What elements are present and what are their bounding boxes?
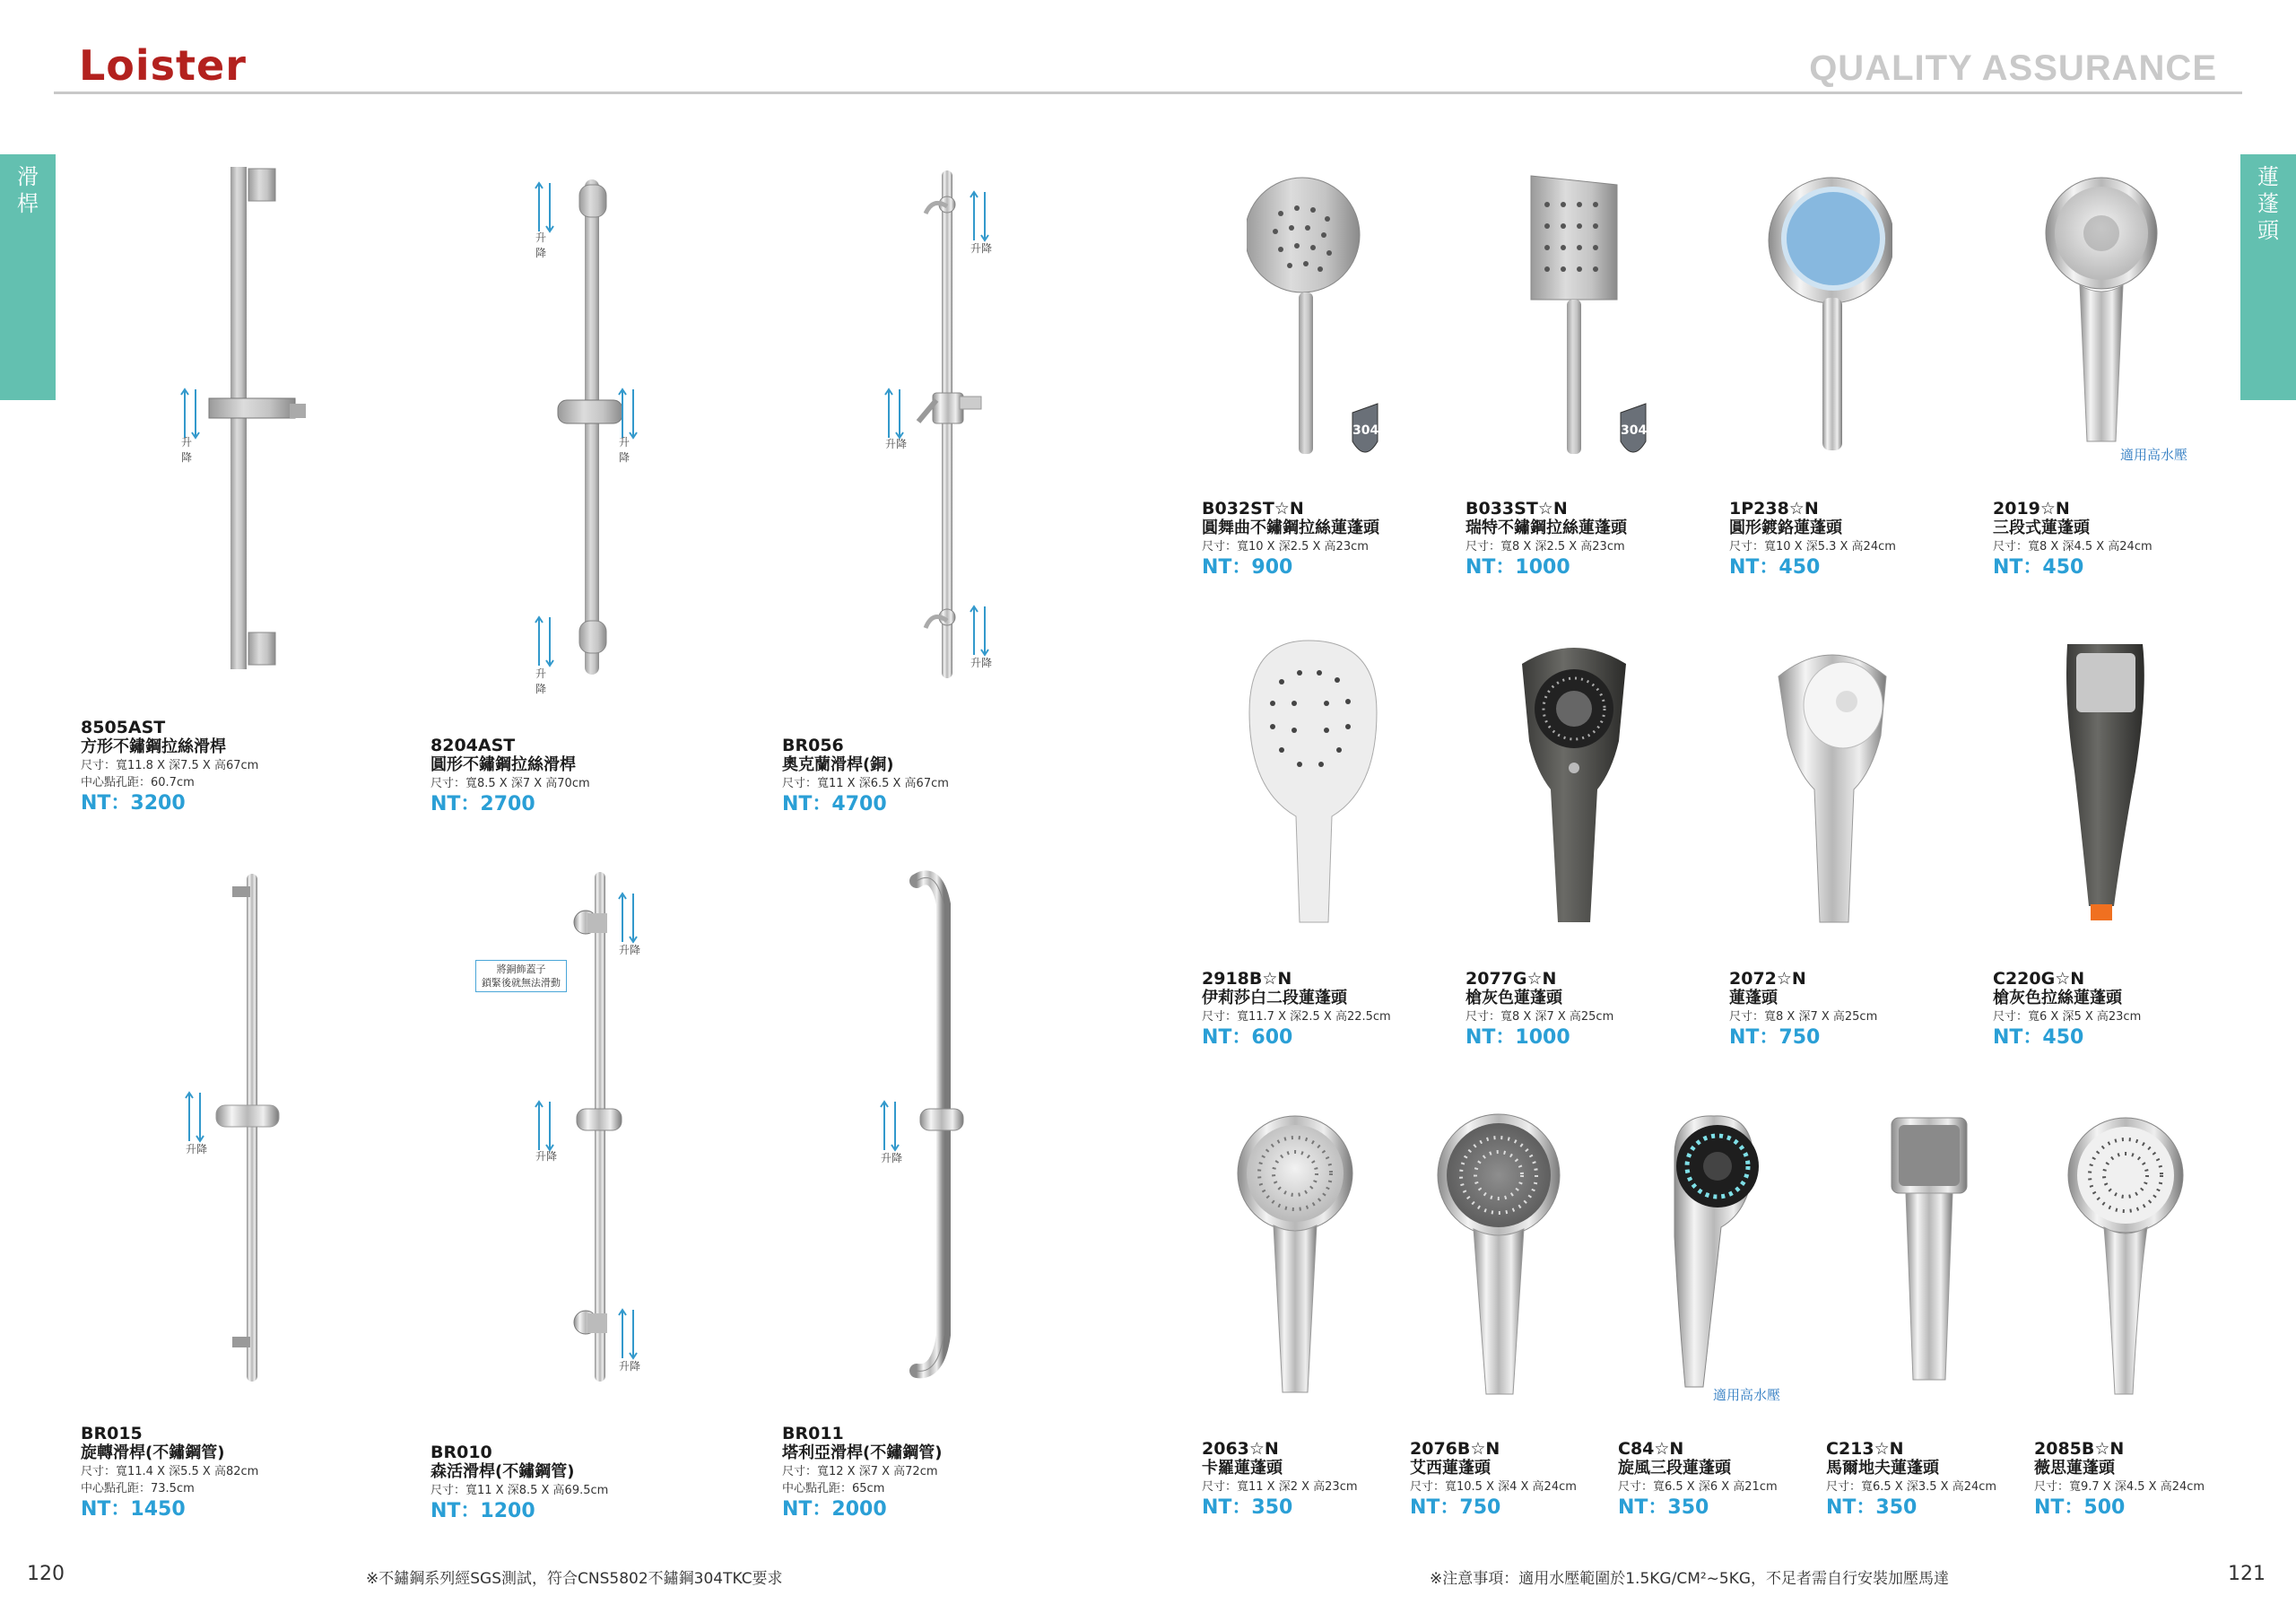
lift-arrows-icon (969, 603, 990, 658)
header-title: QUALITY ASSURANCE (1809, 48, 2217, 88)
head-2918b-graphic (1242, 637, 1386, 933)
product-dimensions: 尺寸：寬6.5 X 深6 X 高21cm (1618, 1480, 1778, 1494)
head-2072-graphic (1771, 637, 1897, 933)
head-2085b-graphic (2063, 1111, 2188, 1407)
lift-label: 升降 (619, 436, 631, 464)
product-name: 圓形鍍鉻蓮蓬頭 (1729, 519, 1842, 537)
bracket-note-line: 鎖緊後就無法滑動 (482, 977, 561, 989)
product-price: NT：500 (2034, 1496, 2126, 1519)
lift-label: 升降 (535, 667, 547, 695)
product-caption-2085b (2034, 1439, 2205, 1521)
head-2019-graphic (2040, 172, 2166, 468)
rail-br011-graphic (897, 868, 996, 1387)
product-code: 2063☆N (1202, 1439, 1279, 1459)
product-caption-br015 (81, 1424, 258, 1522)
product-caption-2077g (1465, 969, 1613, 1051)
product-price: NT：900 (1202, 556, 1293, 579)
product-code: 8505AST (81, 718, 166, 737)
product-hole-distance: 中心點孔距：65cm (782, 1482, 885, 1495)
brand-logo: Loister (79, 41, 247, 90)
product-caption-c220g (1993, 969, 2141, 1051)
product-price: NT：750 (1729, 1026, 1821, 1049)
product-caption (81, 718, 258, 816)
lift-label: 升降 (970, 657, 993, 669)
product-caption-br011 (782, 1424, 942, 1522)
side-tab-char: 蓬 (2257, 191, 2279, 216)
product-price: NT：4700 (782, 793, 887, 815)
product-price: NT：1000 (1465, 556, 1570, 579)
product-code: 2918B☆N (1202, 969, 1292, 989)
lift-label: 升降 (881, 1152, 903, 1164)
product-name: 方形不鏽鋼拉絲滑桿 (81, 737, 226, 756)
product-name: 圓舞曲不鏽鋼拉絲蓮蓬頭 (1202, 519, 1379, 537)
product-caption-2072 (1729, 969, 1877, 1051)
product-dimensions: 尺寸：寬9.7 X 深4.5 X 高24cm (2034, 1480, 2205, 1494)
product-price: NT：450 (1729, 556, 1821, 579)
product-price: NT：1000 (1465, 1026, 1570, 1049)
product-name: 旋轉滑桿(不鏽鋼管) (81, 1443, 225, 1462)
head-b032st-graphic (1247, 172, 1399, 468)
product-name: 蓮蓬頭 (1729, 989, 1778, 1007)
badge-304-text: 304 (1352, 423, 1379, 438)
high-pressure-note: 適用高水壓 (2120, 447, 2188, 463)
product-dimensions: 尺寸：寬6.5 X 深3.5 X 高24cm (1826, 1480, 1997, 1494)
lift-label: 升降 (181, 436, 193, 464)
head-2077g-graphic (1511, 637, 1637, 933)
product-price: NT：450 (1993, 556, 2084, 579)
product-code: 2085B☆N (2034, 1439, 2125, 1459)
product-name: 三段式蓮蓬頭 (1993, 519, 2090, 537)
product-caption-2019 (1993, 499, 2152, 580)
side-tab-slide-bars (0, 154, 56, 400)
product-price: NT：350 (1618, 1496, 1709, 1519)
rail-br015-graphic (202, 868, 300, 1387)
product-code: BR011 (782, 1424, 844, 1443)
product-hole-distance: 中心點孔距：60.7cm (81, 776, 195, 789)
head-c213-graphic (1870, 1111, 1987, 1407)
product-dimensions: 尺寸：寬11.4 X 深5.5 X 高82cm (81, 1465, 259, 1478)
head-2076b-graphic (1431, 1111, 1565, 1407)
product-dimensions: 尺寸：寬11.8 X 深7.5 X 高67cm (81, 759, 259, 772)
product-code: 2072☆N (1729, 969, 1806, 989)
product-code: C84☆N (1618, 1439, 1684, 1459)
product-price: NT：750 (1410, 1496, 1501, 1519)
product-name: 槍灰色蓮蓬頭 (1465, 989, 1562, 1007)
product-price: NT：2700 (430, 793, 535, 815)
side-tab-char: 蓮 (2257, 164, 2279, 189)
product-caption-br056 (782, 736, 949, 817)
side-tab-char: 桿 (17, 191, 39, 216)
lift-label: 升降 (970, 242, 993, 255)
product-name: 伊莉莎白二段蓮蓬頭 (1202, 989, 1347, 1007)
product-caption-c84 (1618, 1439, 1778, 1521)
product-name: 卡羅蓮蓬頭 (1202, 1459, 1283, 1478)
product-price: NT：1450 (81, 1498, 186, 1521)
product-caption (430, 736, 590, 817)
lift-arrows-icon (534, 614, 555, 669)
lift-arrows-icon (617, 386, 639, 441)
head-c84-graphic (1655, 1111, 1771, 1407)
head-b033st-graphic (1520, 172, 1673, 468)
lift-arrows-icon (617, 890, 639, 946)
product-dimensions: 尺寸：寬8 X 深2.5 X 高23cm (1465, 540, 1625, 554)
footnote-right: ※注意事項：適用水壓範圍於1.5KG/CM²~5KG，不足者需自行安裝加壓馬達 (1430, 1570, 1950, 1588)
product-code: 2019☆N (1993, 499, 2070, 519)
footnote-left: ※不鏽鋼系列經SGS測試，符合CNS5802不鏽鋼304TKC要求 (366, 1570, 783, 1588)
lift-arrows-icon (184, 1089, 205, 1145)
lift-arrows-icon (534, 179, 555, 235)
head-1p238-graphic (1767, 172, 1892, 468)
product-caption-2076b (1410, 1439, 1577, 1521)
side-tab-char: 滑 (17, 164, 39, 189)
page-number-right: 121 (2228, 1563, 2266, 1585)
product-name: 圓形不鏽鋼拉絲滑桿 (430, 755, 576, 774)
side-tab-char: 頭 (2257, 218, 2279, 243)
lift-label: 升降 (186, 1143, 208, 1155)
product-caption-br010 (430, 1443, 608, 1524)
product-code: C213☆N (1826, 1439, 1904, 1459)
product-code: 8204AST (430, 736, 516, 755)
product-name: 奧克蘭滑桿(銅) (782, 755, 894, 774)
product-price: NT：350 (1202, 1496, 1293, 1519)
product-code: C220G☆N (1993, 969, 2085, 989)
head-c220g-graphic (2049, 637, 2166, 933)
page-number-left: 120 (27, 1563, 65, 1585)
badge-304-text: 304 (1621, 423, 1648, 438)
product-price: NT：1200 (430, 1500, 535, 1522)
product-price: NT：450 (1993, 1026, 2084, 1049)
product-price: NT：600 (1202, 1026, 1293, 1049)
product-code: BR015 (81, 1424, 143, 1443)
product-name: 槍灰色拉絲蓮蓬頭 (1993, 989, 2122, 1007)
product-caption-2063 (1202, 1439, 1358, 1521)
product-price: NT：350 (1826, 1496, 1918, 1519)
product-dimensions: 尺寸：寬8.5 X 深7 X 高70cm (430, 777, 590, 790)
head-2063-graphic (1229, 1111, 1363, 1407)
product-hole-distance: 中心點孔距：73.5cm (81, 1482, 195, 1495)
product-dimensions: 尺寸：寬8 X 深4.5 X 高24cm (1993, 540, 2152, 554)
high-pressure-note: 適用高水壓 (1713, 1387, 1781, 1403)
lift-arrows-icon (617, 1306, 639, 1362)
bracket-note-line: 將銅飾蓋子 (496, 963, 546, 975)
product-code: B033ST☆N (1465, 499, 1568, 519)
product-caption-b033st (1465, 499, 1627, 580)
lift-label: 升降 (535, 1150, 558, 1163)
bracket-note (475, 960, 567, 992)
product-price: NT：2000 (782, 1498, 887, 1521)
product-dimensions: 尺寸：寬6 X 深5 X 高23cm (1993, 1010, 2142, 1024)
side-tab-shower-heads (2240, 154, 2296, 400)
product-code: BR010 (430, 1443, 492, 1462)
product-name: 森活滑桿(不鏽鋼管) (430, 1462, 575, 1481)
product-dimensions: 尺寸：寬10 X 深2.5 X 高23cm (1202, 540, 1369, 554)
lift-arrows-icon (883, 386, 905, 441)
product-dimensions: 尺寸：寬11 X 深2 X 高23cm (1202, 1480, 1358, 1494)
product-caption-1p238 (1729, 499, 1896, 580)
product-dimensions: 尺寸：寬12 X 深7 X 高72cm (782, 1465, 938, 1478)
product-dimensions: 尺寸：寬10 X 深5.3 X 高24cm (1729, 540, 1896, 554)
product-code: BR056 (782, 736, 844, 755)
product-name: 旋風三段蓮蓬頭 (1618, 1459, 1731, 1478)
lift-arrows-icon (179, 386, 201, 441)
product-code: 1P238☆N (1729, 499, 1819, 519)
product-dimensions: 尺寸：寬8 X 深7 X 高25cm (1729, 1010, 1878, 1024)
lift-arrows-icon (879, 1098, 900, 1154)
header-divider (54, 92, 2242, 94)
product-dimensions: 尺寸：寬10.5 X 深4 X 高24cm (1410, 1480, 1577, 1494)
product-code: 2076B☆N (1410, 1439, 1500, 1459)
product-code: B032ST☆N (1202, 499, 1304, 519)
product-caption-2918b (1202, 969, 1391, 1051)
product-name: 瑞特不鏽鋼拉絲蓮蓬頭 (1465, 519, 1627, 537)
lift-arrows-icon (534, 1098, 555, 1154)
product-dimensions: 尺寸：寬11.7 X 深2.5 X 高22.5cm (1202, 1010, 1391, 1024)
product-caption-c213 (1826, 1439, 1996, 1521)
lift-label: 升降 (619, 1360, 641, 1373)
product-name: 塔利亞滑桿(不鏽鋼管) (782, 1443, 943, 1462)
product-caption-b032st (1202, 499, 1379, 580)
product-code: 2077G☆N (1465, 969, 1557, 989)
product-name: 艾西蓮蓬頭 (1410, 1459, 1491, 1478)
product-dimensions: 尺寸：寬11 X 深6.5 X 高67cm (782, 777, 949, 790)
product-name: 薇思蓮蓬頭 (2034, 1459, 2115, 1478)
product-name: 馬爾地夫蓮蓬頭 (1826, 1459, 1939, 1478)
lift-label: 升降 (535, 231, 547, 259)
product-dimensions: 尺寸：寬8 X 深7 X 高25cm (1465, 1010, 1614, 1024)
lift-arrows-icon (969, 188, 990, 244)
lift-label: 升降 (619, 944, 641, 956)
product-dimensions: 尺寸：寬11 X 深8.5 X 高69.5cm (430, 1484, 609, 1497)
lift-label: 升降 (885, 438, 908, 450)
product-price: NT：3200 (81, 792, 186, 815)
